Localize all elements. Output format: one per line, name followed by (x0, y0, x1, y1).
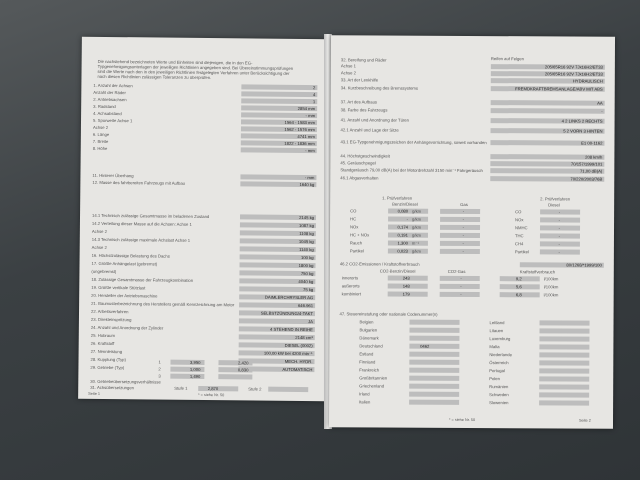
field-label: 17. Größte Anhängelast (gebremst) (91, 260, 158, 267)
field-value: 1 (312, 99, 316, 105)
field-label: 1. Anzahl der Achsen (93, 82, 133, 89)
field-value: DIESEL (0002) (284, 342, 313, 349)
country-name: Irland (359, 391, 370, 397)
field-value: 2145 kg (299, 214, 315, 221)
stufe1-value: 2,870 (207, 386, 219, 392)
field-value: - mm (305, 148, 315, 154)
row-value: 4 2 LINKS 2 RECHTS (561, 118, 603, 124)
row-label: 43.1 EG-Typgenehmigungszeichen der Anhängevorrichtung, soweit vorhanden (340, 139, 487, 146)
country-code-box (539, 400, 589, 405)
gear-box (218, 374, 252, 379)
row-label: 33. Art der Lenkhilfe (340, 77, 379, 83)
row-label: 34. Kurzbeschreibung des Bremssystems (340, 85, 419, 91)
emission-value-2: - (558, 209, 561, 215)
field-value: 4040 kg (298, 278, 314, 285)
field-label: Anzahl der Räder (93, 89, 126, 96)
row-label: 32. Bereifung und Räder (340, 57, 387, 63)
country-name: Frankreich (359, 367, 380, 373)
gear-label: 30. Getriebeübersetzungsverhältnisse (90, 378, 161, 385)
country-name: Bulgarien (359, 327, 378, 333)
co2-header-2: CO2-Gas (447, 268, 466, 274)
field-label: 29. Getriebe (Typ) (90, 364, 125, 371)
row-label: 41. Anzahl und Anordnung der Türen (340, 117, 409, 123)
country-name: Portugal (489, 368, 505, 374)
row-label: 45. Geräuschpegel (340, 160, 376, 166)
emission-value: 1,300 (397, 240, 408, 246)
country-name: Luxemburg (489, 336, 511, 342)
intro-text: Die nachstehend bezeichneten Werte und Einheiten sind diejenigen, die in den EG-Typgenehmigungsunterlagen der jeweiligen Richtlinien angegeben sind. Bei Übereinstimmungsprüfungen sind die Werte nach den in den jeweiligen Richtlinien festgelegten Verfahren unter Berücksichtigung der nach diesen Richtlinien zulässigen Toleranzen zu überprüfen. (97, 58, 294, 81)
country-code-box (539, 392, 589, 397)
field-label: 5. Spurweite Achse 1 (93, 117, 133, 124)
co2-code: 80/1268/*1999/100 (566, 262, 602, 268)
co2-value: 148 (402, 283, 410, 289)
country-code-box (539, 376, 589, 381)
row-value: 5 2 VORN 3 HINTEN (563, 128, 603, 134)
co2-gas: - (460, 291, 462, 297)
field-value: 4741 mm (297, 133, 315, 140)
field-label: 18. Zulässige Gesamtmasse der Fahrzeugkombination (91, 276, 194, 283)
co2-header-3: Kraftstoffverbrauch (519, 269, 556, 275)
row-label: Standgeräusch 79,00 dB(A) bei der Motordrehzahl 3150 min⁻¹ Fahrgeräusch (340, 167, 483, 174)
field-value: 1822 - 1836 mm (284, 140, 315, 147)
row-value: 71,00 dB(A) (579, 168, 603, 174)
row-value: 70/157/1999/101 (570, 161, 603, 167)
emission-unit: g/km (411, 248, 421, 254)
document-page-right (329, 35, 615, 428)
field-value: 4 STEHEND IN REIHE (269, 326, 313, 333)
row-value: - (601, 108, 603, 114)
emission-key-2: CO (515, 209, 522, 215)
gear-number: 2 (158, 366, 161, 372)
field-label: 3. Radstand (93, 103, 116, 110)
field-label: 19. Größte vertikale Stützlast (91, 284, 146, 291)
field-label: 22. Arbeitsverfahren (91, 308, 129, 315)
emission-value: 0,080 (397, 208, 409, 214)
emission-value-2: - (558, 241, 560, 247)
field-value: 75 kg (302, 287, 314, 293)
consumption-value: 9,2 (515, 276, 522, 282)
emission-key: CO (350, 208, 357, 214)
field-label: 28. Kupplung (Typ) (90, 356, 126, 363)
row-value: 205/65R16 92V 7Jx16H2/ET33 (544, 71, 603, 77)
co2-value: 243 (402, 275, 410, 281)
consumption-unit: l/100km (543, 284, 559, 290)
country-name: Dänemark (359, 335, 379, 341)
field-label: 12. Masse des fahrbereiten Fahrzeugs mit Aufbau (92, 179, 186, 186)
field-label: 25. Hubraum (90, 332, 116, 339)
country-name: Italien (359, 399, 371, 405)
field-label: 16. Höchstzulässige Belastung des Dachs (91, 252, 170, 259)
field-label: Achse 2 (92, 124, 109, 130)
field-value: 2148 cm³ (295, 334, 313, 341)
field-label: Achse 2 (91, 244, 107, 250)
field-value: - mm (304, 175, 315, 181)
field-label: 14.3 Technisch zulässige maximale Achslast Achse 1 (91, 236, 191, 243)
emission-value-2: - (558, 217, 561, 223)
gear-number: 1 (158, 359, 161, 365)
emission-key: Rauch (349, 240, 363, 246)
field-value: 1140 kg (299, 246, 314, 253)
country-code-box (409, 392, 459, 397)
country-name: Niederlande (489, 352, 512, 358)
emission-unit: g/km (412, 224, 422, 230)
row-value: 208 km/h (585, 154, 603, 160)
country-name: Finnland (359, 359, 376, 365)
country-code-box (409, 368, 459, 373)
country-name: Malta (489, 344, 500, 350)
row-value: AA (597, 100, 603, 106)
emission-key: Partikel (349, 248, 364, 254)
field-label: Achse 2 (91, 228, 108, 234)
field-label: 20. Hersteller der Antriebsmaschine (91, 292, 158, 299)
country-code-box (409, 352, 459, 357)
row-value: 205/65R16 92V 7Jx16H2/ET33 (544, 64, 603, 70)
field-value: MECH. HYDR. (284, 358, 313, 365)
gear-ratio-a: 3,950 (189, 359, 201, 365)
document-page-left (78, 37, 330, 402)
field-value: DAIMLERCHRYSLER AG (264, 294, 314, 301)
country-name: Litauen (489, 328, 504, 334)
country-code-box (539, 384, 589, 389)
consumption-unit: l/100km (543, 292, 559, 298)
field-label: 27. Nennleistung (90, 348, 123, 355)
country-name: Slowenien (489, 400, 509, 406)
gear-ratio-a: 1,490 (189, 373, 201, 379)
field-value: 1640 kg (299, 181, 315, 188)
emission-value: 0,191 (397, 232, 408, 238)
field-value: - mm (305, 113, 316, 119)
emission-key-2: THC (514, 233, 524, 239)
emission-key: HC (350, 216, 357, 222)
emission-value: - (406, 216, 409, 222)
gear-ratio-a: 1,000 (189, 366, 201, 372)
country-code-box (410, 320, 460, 325)
field-value: 2 (313, 85, 316, 91)
row-value: FREMDKRAFTBREMSANLAGE/ABV MIT ABS (515, 86, 603, 92)
field-label: 23. Direkteinspritzung (90, 316, 132, 323)
country-code-box (539, 336, 589, 341)
footer-page: Seite 2 (579, 418, 591, 423)
emission-value-2: - (558, 225, 561, 231)
country-code-box (540, 320, 590, 325)
field-label: 6. Länge (92, 131, 110, 138)
co2-gas: - (460, 283, 462, 289)
field-value: 2854 mm (297, 105, 316, 112)
field-label: 26. Kraftstoff (90, 340, 115, 347)
country-code-box (409, 400, 459, 405)
country-name: Griechenland (359, 383, 385, 389)
co2-row-label: innerorts (341, 275, 359, 281)
country-code-box (539, 344, 589, 349)
field-label: 11. Hinterer Überhang (92, 172, 134, 179)
emission-value: 0,023 (397, 248, 408, 254)
field-value: SELBSTZÜNDUNG/4-TAKT (260, 310, 314, 317)
country-code-box (409, 336, 459, 341)
emission-key: HC + NOx (349, 232, 370, 238)
field-label: (ungebremst) (91, 268, 117, 275)
row-label: 46.1 Abgasverhalten (340, 175, 379, 181)
field-label: 24. Anzahl und Anordnung der Zylinder (90, 324, 164, 331)
footer-note: * = siehe Nr. 50 (198, 392, 225, 398)
consumption-value: 5,6 (515, 284, 522, 290)
consumption-value: 6,8 (515, 292, 522, 298)
country-code-box (539, 328, 589, 333)
field-value: 1800 kg (298, 262, 314, 269)
field-label: 21. Baumusterbezeichnung des Herstellers gemäß Kennzeichnung am Motor (91, 300, 235, 308)
co2-gas: - (460, 275, 462, 281)
row-label: 37. Art des Aufbaus (340, 99, 378, 105)
emission-unit: g/km (412, 208, 422, 214)
pruefverfahren-2: 2. Prüfverfahren (540, 196, 571, 202)
stufe2-label: Stufe 2 (248, 386, 262, 392)
emission-gas: - (462, 248, 464, 254)
emission-key-2: NOx (515, 217, 524, 223)
country-name: Österreich (489, 360, 509, 366)
gear-ratio-b: 2,420 (237, 360, 249, 366)
stufe1-label: Stufe 1 (174, 385, 188, 391)
col-diesel: Diesel (548, 202, 560, 208)
country-name: Großbritannien (359, 375, 388, 381)
emission-key: NOx (350, 224, 359, 230)
field-value: 1108 kg (299, 230, 314, 237)
row-label: 44. Höchstgeschwindigkeit (340, 153, 391, 159)
emission-unit: g/km (412, 216, 422, 222)
footer-mid: * = siehe Nr. 50 (449, 417, 476, 423)
country-name: Lettland (489, 320, 505, 326)
field-label: 7. Breite (92, 138, 109, 144)
emission-value: 0,174 (397, 224, 409, 230)
field-value: 100 kg (300, 255, 314, 261)
country-code-box (409, 376, 459, 381)
field-label: 14.1 Technisch zulässige Gesamtmasse im beladenen Zustand (92, 212, 210, 220)
pruefverfahren-1: 1. Prüfverfahren (382, 195, 413, 201)
field-value: AUTOMATISCH (282, 366, 313, 373)
emission-gas: - (462, 224, 465, 230)
co2-row-label: außerorts (341, 283, 360, 289)
row-value: E1 00-1162 (581, 140, 603, 146)
field-value: 1562 - 1576 mm (284, 126, 315, 133)
axle-label: 31. Achsübersetzungen (90, 384, 135, 391)
field-value: 646.961 (297, 302, 314, 309)
country-code: 0462 (420, 343, 430, 349)
tax-label: 47. Steuereinstufung oder nationale Codenummer(n) (339, 311, 438, 317)
row-label: 38. Farbe des Fahrzeugs (340, 107, 388, 113)
field-label: 4. Achsabstand (93, 110, 122, 117)
country-name: Deutschland (359, 343, 383, 349)
co2-label: 46.2 CO2-Emissionen / Kraftstoffverbrauch (339, 261, 420, 267)
field-value: JA (308, 319, 313, 325)
country-name: Rumänien (489, 384, 509, 390)
row-value: HYDRAULISCH (572, 78, 603, 84)
row-label: Achse 1 (340, 63, 357, 69)
emission-key-2: Partikel (514, 249, 529, 255)
field-value: 1564 - 1583 mm (284, 119, 316, 126)
field-label: 2. Antriebsachsen (93, 96, 127, 103)
co2-value: 179 (402, 291, 410, 297)
emission-gas: - (462, 240, 464, 246)
country-code-box (409, 384, 459, 389)
field-value: 1045 kg (298, 238, 314, 245)
country-name: Belgien (359, 319, 374, 325)
emission-gas: - (462, 216, 465, 222)
country-name: Polen (489, 376, 500, 382)
tyre-header: Reifen auf Felgen (490, 56, 524, 62)
gear-number: 3 (158, 373, 161, 379)
row-value: 70/220/2003/76B (570, 176, 603, 182)
emission-value-2: - (558, 233, 560, 239)
col-benzin: Benzin/Diesel (392, 201, 418, 207)
row-label: 42.1 Anzahl und Lage der Sitze (340, 127, 399, 133)
emission-key-2: NMHC (515, 225, 528, 231)
emission-value-2: - (558, 249, 560, 255)
co2-header-1: CO2-Benzin/Diesel (379, 268, 416, 274)
country-code-box (409, 360, 459, 365)
field-value: 1087 kg (299, 222, 314, 229)
country-code-box (409, 328, 459, 333)
emission-key-2: CH4 (514, 241, 524, 247)
country-name: Estland (359, 351, 374, 357)
field-value: 100,00 kW bei 4200 min⁻¹ (263, 350, 313, 357)
emission-unit: g/km (411, 232, 422, 238)
field-label: 8. Höhe (92, 145, 108, 151)
field-value: 750 kg (300, 271, 314, 277)
country-code-box (539, 368, 589, 373)
country-code-box (539, 360, 589, 365)
footer-left: Seite 1 (88, 391, 101, 396)
emission-gas: - (462, 208, 465, 214)
emission-unit: m⁻¹ (411, 240, 420, 246)
field-value: 4 (312, 92, 316, 98)
country-name: Schweden (489, 392, 509, 398)
consumption-unit: l/100km (543, 276, 559, 282)
co2-row-label: kombiniert (341, 291, 362, 297)
country-code-box (539, 352, 589, 357)
field-label: 14.2 Verteilung dieser Masse auf die Achsen: Achse 1 (91, 220, 192, 227)
emission-gas: - (462, 232, 464, 238)
row-label: Achse 2 (340, 70, 356, 76)
col-gas: Gas (460, 201, 468, 207)
gear-ratio-b: 0,830 (237, 367, 249, 373)
